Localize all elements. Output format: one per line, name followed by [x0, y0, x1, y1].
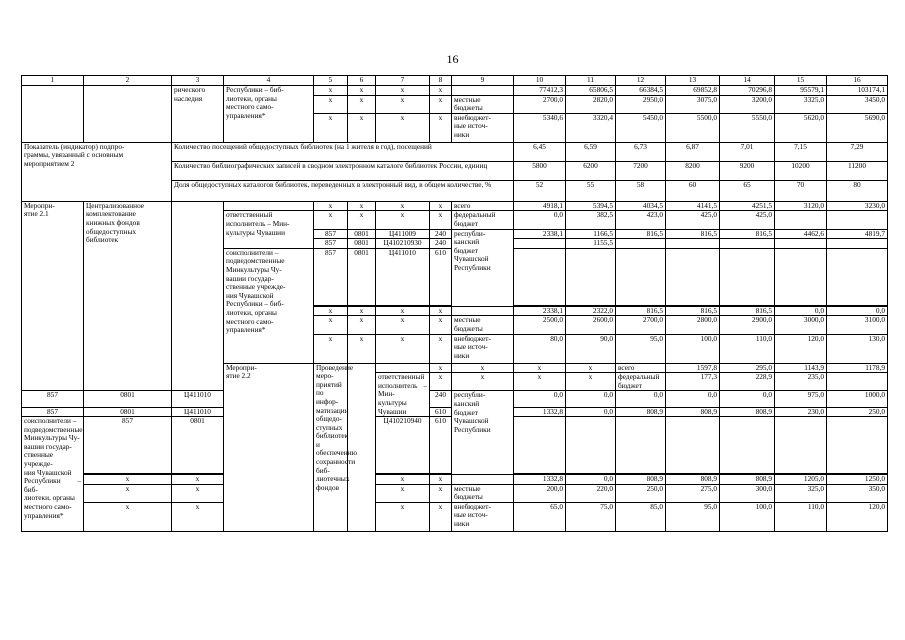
table-cell: 610 — [430, 417, 452, 474]
table-cell: 5620,0 — [775, 113, 827, 142]
table-cell — [720, 248, 775, 305]
table-cell: 1332,8 — [514, 475, 566, 485]
table-cell: Ц411010 — [376, 248, 430, 305]
table-cell: 808,9 — [666, 475, 720, 485]
table-cell: x — [376, 316, 430, 334]
table-cell: Количество посещений общедоступных библиотек (на 1 жителя в год), посещений — [172, 142, 514, 161]
measure-name: Централизованное комплектование книжных фондов общедоступных библиотек — [84, 201, 172, 391]
table-cell: 1155,5 — [566, 239, 616, 249]
table-cell: x — [430, 475, 452, 485]
table-cell: 0,0 — [514, 391, 566, 407]
table-cell: 1000,0 — [827, 391, 888, 407]
table-cell: федеральный бюджет — [452, 211, 514, 229]
table-cell: федеральный бюджет — [616, 373, 666, 391]
table-cell: x — [430, 373, 452, 391]
table-cell: 610 — [430, 407, 452, 417]
column-header: 6 — [348, 76, 376, 86]
table-cell: 857 — [84, 417, 172, 474]
table-cell: соисполнители – подведомственные Минкультуры Чу- вашии государ- ственные учрежде- ния Чувашской Республики – биб- лиотеки, органы местного само- управления* — [22, 417, 84, 532]
table-cell: x — [430, 95, 452, 113]
table-cell — [775, 239, 827, 249]
table-cell: 808,9 — [720, 475, 775, 485]
table-cell: рического наследия — [172, 86, 224, 143]
table-cell: x — [566, 373, 616, 391]
table-cell: 95579,1 — [775, 86, 827, 96]
table-cell: x — [566, 363, 616, 373]
table-cell: 75,0 — [566, 502, 616, 531]
table-cell: x — [430, 316, 452, 334]
table-cell: 300,0 — [720, 484, 775, 502]
table-cell: Республики – биб- лиотеки, органы местного само- управления* — [224, 86, 314, 143]
table-cell: x — [314, 95, 348, 113]
table-cell: ответственный исполнитель – Мин- культуры Чувашии — [224, 211, 314, 248]
table-cell: 52 — [514, 180, 566, 201]
table-cell: 2700,0 — [616, 316, 666, 334]
table-cell: x — [376, 211, 430, 229]
table-cell — [616, 417, 666, 474]
table-cell: 240 — [430, 239, 452, 249]
table-cell: 3120,0 — [775, 201, 827, 211]
table-cell: x — [376, 484, 430, 502]
table-cell: местные бюджеты — [452, 484, 514, 502]
table-cell: 55 — [566, 180, 616, 201]
table-cell: x — [348, 316, 376, 334]
table-cell: 1332,8 — [514, 407, 566, 417]
table-cell: внебюджет- ные источ- ники — [452, 502, 514, 531]
table-cell: 200,0 — [514, 484, 566, 502]
table-cell: 7200 — [616, 161, 666, 180]
table-cell: x — [376, 502, 430, 531]
table-cell: 11200 — [827, 161, 888, 180]
table-cell: местные бюджеты — [452, 316, 514, 334]
table-cell: x — [348, 95, 376, 113]
table-cell: 5340,6 — [514, 113, 566, 142]
table-cell: 0,0 — [566, 391, 616, 407]
table-cell: 5550,0 — [720, 113, 775, 142]
table-cell: 250,0 — [616, 484, 666, 502]
table-cell — [514, 248, 566, 305]
column-header: 16 — [827, 76, 888, 86]
table-cell: x — [430, 484, 452, 502]
column-header: 10 — [514, 76, 566, 86]
table-cell: 1178,9 — [827, 363, 888, 373]
table-cell: x — [348, 306, 376, 316]
table-cell — [514, 417, 566, 474]
table-cell: 382,5 — [566, 211, 616, 229]
table-cell: 120,0 — [827, 502, 888, 531]
table-cell: 425,0 — [666, 211, 720, 229]
table-cell: 2700,0 — [514, 95, 566, 113]
table-cell: 65,0 — [514, 502, 566, 531]
table-cell: x — [430, 201, 452, 211]
table-cell: 0801 — [348, 248, 376, 305]
table-cell: 275,0 — [666, 484, 720, 502]
table-cell: 0,0 — [720, 391, 775, 407]
table-cell: 3075,0 — [666, 95, 720, 113]
table-cell — [616, 239, 666, 249]
table-cell: 5800 — [514, 161, 566, 180]
table-cell: 4034,5 — [616, 201, 666, 211]
table-cell: 808,9 — [666, 407, 720, 417]
table-cell: 808,9 — [616, 475, 666, 485]
table-cell: 70296,8 — [720, 86, 775, 96]
table-cell: Ц411010 — [172, 407, 224, 417]
table-cell: 3450,0 — [827, 95, 888, 113]
table-cell: 1166,5 — [566, 229, 616, 239]
table-cell: 808,9 — [616, 407, 666, 417]
table-cell: x — [430, 306, 452, 316]
table-cell — [566, 248, 616, 305]
table-cell: 3320,4 — [566, 113, 616, 142]
table-cell: x — [348, 113, 376, 142]
column-header: 13 — [666, 76, 720, 86]
table-cell: 5690,0 — [827, 113, 888, 142]
table-cell: 7,29 — [827, 142, 888, 161]
table-cell: 325,0 — [775, 484, 827, 502]
table-cell: 58 — [616, 180, 666, 201]
column-header: 5 — [314, 76, 348, 86]
table-cell: местные бюджеты — [452, 95, 514, 113]
table-cell — [514, 239, 566, 249]
column-header: 14 — [720, 76, 775, 86]
table-cell: Ц410210940 — [376, 417, 430, 474]
table-row — [22, 484, 888, 502]
measure-number: Меропри- ятие 2.1 — [22, 201, 84, 391]
table-cell — [172, 201, 224, 391]
table-cell: 6,73 — [616, 142, 666, 161]
table-cell: 60 — [666, 180, 720, 201]
column-header: 12 — [616, 76, 666, 86]
indicator-row — [22, 142, 888, 161]
table-cell: 808,9 — [720, 407, 775, 417]
table-cell: x — [314, 334, 348, 363]
table-cell: 1250,0 — [827, 475, 888, 485]
table-cell: 4462,6 — [775, 229, 827, 239]
table-cell: 65806,5 — [566, 86, 616, 96]
table-cell: 857 — [22, 407, 84, 417]
table-cell: 235,0 — [775, 373, 827, 391]
table-cell: x — [314, 86, 348, 96]
table-cell: 0801 — [348, 229, 376, 239]
table-cell: 6,45 — [514, 142, 566, 161]
table-cell: внебюджет- ные источ- ники — [452, 334, 514, 363]
table-cell — [666, 248, 720, 305]
table-row — [22, 475, 888, 485]
table-cell: 103174,1 — [827, 86, 888, 96]
table-cell: 5450,0 — [616, 113, 666, 142]
table-cell: 0,0 — [616, 391, 666, 407]
table-cell: 0801 — [84, 391, 172, 407]
table-cell — [775, 211, 827, 229]
table-cell — [827, 248, 888, 305]
table-cell — [666, 417, 720, 474]
table-cell: 10200 — [775, 161, 827, 180]
table-cell — [720, 417, 775, 474]
table-row — [22, 391, 888, 407]
column-header: 11 — [566, 76, 616, 86]
table-cell: 816,5 — [720, 229, 775, 239]
table-cell: x — [348, 201, 376, 211]
table-cell: 2338,1 — [514, 306, 566, 316]
column-header: 2 — [84, 76, 172, 86]
table-cell: x — [376, 95, 430, 113]
table-cell: 0,0 — [566, 407, 616, 417]
table-cell: 816,5 — [720, 306, 775, 316]
table-cell: 816,5 — [616, 306, 666, 316]
table-cell: 95,0 — [666, 502, 720, 531]
table-cell: 80,0 — [514, 334, 566, 363]
table-cell: 610 — [430, 248, 452, 305]
table-cell: 100,0 — [720, 502, 775, 531]
table-cell: 120,0 — [775, 334, 827, 363]
table-cell: 8200 — [666, 161, 720, 180]
table-cell: 425,0 — [720, 211, 775, 229]
table-cell: 240 — [430, 391, 452, 407]
page-number: 16 — [446, 52, 459, 66]
table-cell: 2500,0 — [514, 316, 566, 334]
table-cell: 2800,0 — [666, 316, 720, 334]
table-cell: 100,0 — [666, 334, 720, 363]
table-cell: 130,0 — [827, 334, 888, 363]
table-cell — [827, 373, 888, 391]
table-cell: 4819,7 — [827, 229, 888, 239]
table-cell: 857 — [314, 229, 348, 239]
table-cell: x — [514, 373, 566, 391]
table-cell: 1143,9 — [775, 363, 827, 373]
program-table — [21, 75, 888, 532]
table-cell — [827, 239, 888, 249]
table-cell: 4141,5 — [666, 201, 720, 211]
table-cell: x — [430, 113, 452, 142]
table-cell: x — [452, 373, 514, 391]
table-cell — [84, 86, 172, 143]
table-cell: 2820,0 — [566, 95, 616, 113]
table-cell: 0801 — [84, 407, 172, 417]
table-cell: республи- канский бюджет Чувашской Республики — [452, 391, 514, 475]
table-cell — [348, 363, 376, 531]
table-cell: 110,0 — [720, 334, 775, 363]
table-cell: всего — [616, 363, 666, 373]
table-cell — [22, 86, 84, 143]
table-row — [22, 86, 888, 96]
table-cell: 3325,0 — [775, 95, 827, 113]
table-cell: 7,01 — [720, 142, 775, 161]
table-cell: 423,0 — [616, 211, 666, 229]
table-cell: 95,0 — [616, 334, 666, 363]
column-header: 3 — [172, 76, 224, 86]
table-cell: 110,0 — [775, 502, 827, 531]
table-cell — [827, 417, 888, 474]
table-cell: 857 — [314, 248, 348, 305]
table-cell: x — [430, 334, 452, 363]
table-cell: 85,0 — [616, 502, 666, 531]
table-cell: 9200 — [720, 161, 775, 180]
table-cell: x — [348, 334, 376, 363]
table-cell — [775, 248, 827, 305]
table-cell: 177,3 — [666, 373, 720, 391]
table-cell: 0,0 — [827, 306, 888, 316]
table-cell — [775, 417, 827, 474]
table-cell: 0,0 — [666, 391, 720, 407]
table-cell: 230,0 — [775, 407, 827, 417]
table-cell: республи- канский бюджет Чувашской Республики — [452, 229, 514, 306]
table-cell: 5500,0 — [666, 113, 720, 142]
table-cell: x — [430, 363, 452, 373]
table-cell: 975,0 — [775, 391, 827, 407]
table-cell: 90,0 — [566, 334, 616, 363]
table-cell — [666, 239, 720, 249]
table-cell: x — [452, 363, 514, 373]
table-cell: 6,87 — [666, 142, 720, 161]
table-cell: 4251,5 — [720, 201, 775, 211]
measure-number: Меропри- ятие 2.2 — [224, 363, 314, 531]
table-cell: 3230,0 — [827, 201, 888, 211]
table-cell: 0,0 — [514, 211, 566, 229]
table-cell: x — [514, 363, 566, 373]
table-cell: соисполнители – подведомственные Минкультуры Чу- вашии государ- ственные учрежде- ния Чувашской Республики – биб- лиотеки, органы местного само- управления* — [224, 248, 314, 363]
table-cell: 3200,0 — [720, 95, 775, 113]
table-cell: Ц411009 — [376, 229, 430, 239]
table-cell — [616, 248, 666, 305]
table-cell: 250,0 — [827, 407, 888, 417]
table-cell: 350,0 — [827, 484, 888, 502]
header-row — [22, 76, 888, 86]
table-cell: 4918,1 — [514, 201, 566, 211]
table-cell — [452, 475, 514, 485]
table-cell: x — [314, 113, 348, 142]
table-cell: x — [430, 211, 452, 229]
table-cell: x — [376, 334, 430, 363]
table-cell: x — [172, 475, 224, 485]
indicator-label: Показатель (индикатор) подпро- граммы, увязанный с основным мероприятием 2 — [22, 142, 172, 201]
table-cell: 295,0 — [720, 363, 775, 373]
table-cell: 0801 — [348, 239, 376, 249]
table-row — [22, 502, 888, 531]
table-cell: 2900,0 — [720, 316, 775, 334]
table-cell: Ц411010 — [172, 391, 224, 407]
table-cell: 2322,0 — [566, 306, 616, 316]
table-cell: x — [430, 86, 452, 96]
table-cell: x — [172, 484, 224, 502]
table-cell: Ц410210930 — [376, 239, 430, 249]
table-cell: 228,9 — [720, 373, 775, 391]
table-cell: всего — [452, 201, 514, 211]
column-header: 15 — [775, 76, 827, 86]
column-header: 7 — [376, 76, 430, 86]
table-cell: 0801 — [172, 417, 224, 474]
table-cell: 816,5 — [666, 306, 720, 316]
table-cell: 70 — [775, 180, 827, 201]
table-cell: Доля общедоступных каталогов библиотек, переведенных в электронный вид, в общем количестве, % — [172, 180, 514, 201]
table-cell: 7,15 — [775, 142, 827, 161]
column-header: 1 — [22, 76, 84, 86]
table-cell: 3000,0 — [775, 316, 827, 334]
measure-name: Проведение меро- приятий по инфор- матизации общедо- ступных библиотек и обеспечению сохранности биб- лиотечных фондов — [314, 363, 348, 531]
table-cell: 1205,0 — [775, 475, 827, 485]
table-cell: 2338,1 — [514, 229, 566, 239]
table-cell: внебюджет- ные источ- ники — [452, 113, 514, 142]
table-cell: x — [172, 502, 224, 531]
table-cell: 80 — [827, 180, 888, 201]
table-cell: 65 — [720, 180, 775, 201]
table-cell: 1597,8 — [666, 363, 720, 373]
table-cell: 69852,8 — [666, 86, 720, 96]
table-cell: 857 — [22, 391, 84, 407]
table-cell: x — [314, 306, 348, 316]
table-cell — [720, 239, 775, 249]
table-cell: x — [84, 475, 172, 485]
table-cell: x — [348, 211, 376, 229]
table-cell: ответственный исполнитель – Мин- культуры Чувашии — [376, 373, 430, 417]
table-cell: 5394,5 — [566, 201, 616, 211]
table-cell: 0,0 — [566, 475, 616, 485]
column-header: 4 — [224, 76, 314, 86]
table-cell — [452, 86, 514, 96]
table-cell: 3100,0 — [827, 316, 888, 334]
table-cell: 6200 — [566, 161, 616, 180]
table-cell: 816,5 — [616, 229, 666, 239]
table-cell: x — [314, 201, 348, 211]
table-cell: x — [430, 502, 452, 531]
table-cell — [827, 211, 888, 229]
table-cell: 77412,3 — [514, 86, 566, 96]
table-cell: 220,0 — [566, 484, 616, 502]
table-cell: 857 — [314, 239, 348, 249]
table-cell: 6,59 — [566, 142, 616, 161]
table-cell: 816,5 — [666, 229, 720, 239]
column-header: 8 — [430, 76, 452, 86]
table-cell: x — [348, 86, 376, 96]
table-cell: 2600,0 — [566, 316, 616, 334]
table-cell: x — [376, 201, 430, 211]
table-cell: x — [314, 211, 348, 229]
table-cell: Количество библиографических записей в сводном электронном каталоге библиотек России, единиц — [172, 161, 514, 180]
table-cell: 0,0 — [775, 306, 827, 316]
column-header: 9 — [452, 76, 514, 86]
table-cell: x — [84, 502, 172, 531]
table-cell: 240 — [430, 229, 452, 239]
table-cell: x — [376, 475, 430, 485]
table-cell: x — [376, 86, 430, 96]
table-cell: x — [84, 484, 172, 502]
table-cell: x — [376, 113, 430, 142]
table-cell: 2950,0 — [616, 95, 666, 113]
table-cell: x — [314, 316, 348, 334]
table-cell: 66384,5 — [616, 86, 666, 96]
table-cell: x — [376, 306, 430, 316]
table-cell — [566, 417, 616, 474]
